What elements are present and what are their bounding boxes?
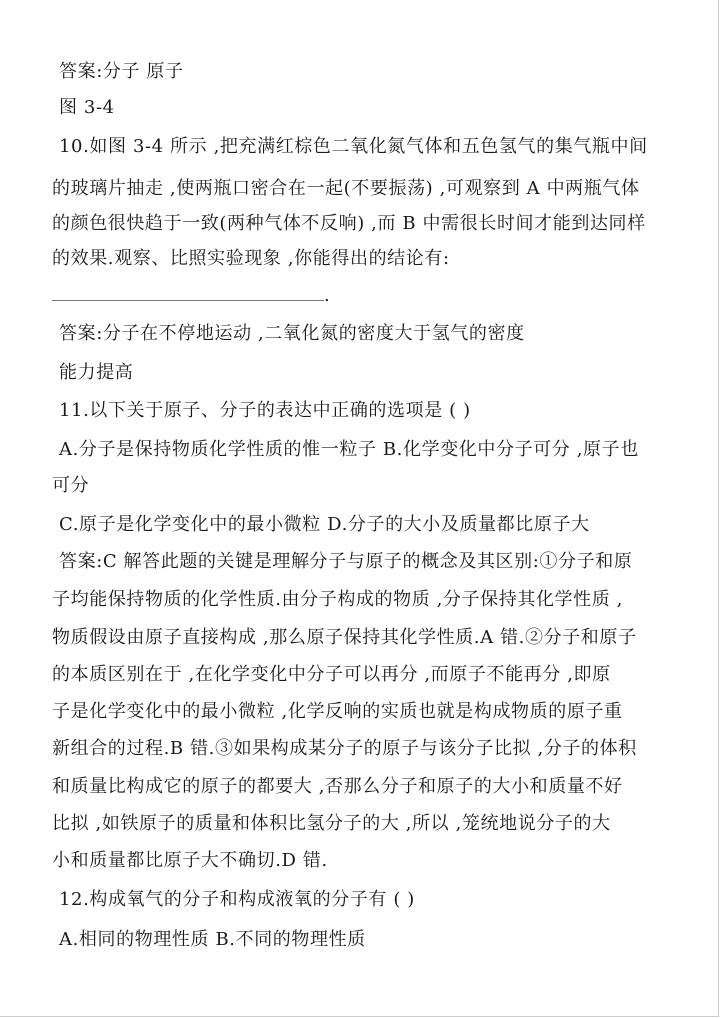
question-10-line-1: 10.如图 3-4 所示 ,把充满红棕色二氧化氮气体和五色氢气的集气瓶中间 xyxy=(59,136,648,157)
answer-line: 答案:分子在不停地运动 ,二氧化氮的密度大于氢气的密度 xyxy=(59,323,525,344)
answer-explanation-line-7: 和质量比构成它的原子的都要大 ,否那么分子和原子的大小和质量不好 xyxy=(52,776,623,797)
question-10-line-4: 的效果.观察、比照实验现象 ,你能得出的结论有: xyxy=(52,248,450,269)
answer-explanation-line-4: 的本质区别在于 ,在化学变化中分子可以再分 ,而原子不能再分 ,即原 xyxy=(52,664,611,685)
answer-blank-period: . xyxy=(324,285,330,306)
answer-explanation-line-3: 物质假设由原子直接构成 ,那么原子保持其化学性质.A 错.②分子和原子 xyxy=(52,627,637,648)
answer-explanation-line-6: 新组合的过程.B 错.③如果构成某分子的原子与该分子比拟 ,分子的体积 xyxy=(52,738,637,759)
answer-line: 答案:分子 原子 xyxy=(59,61,184,82)
question-12-options: A.相同的物理性质 B.不同的物理性质 xyxy=(59,929,366,950)
answer-explanation-line-9: 小和质量都比原子大不确切.D 错. xyxy=(52,850,328,871)
question-12: 12.构成氧气的分子和构成液氧的分子有 ( ) xyxy=(59,889,415,910)
question-10-line-2: 的玻璃片抽走 ,使两瓶口密合在一起(不要振荡) ,可观察到 A 中两瓶气体 xyxy=(52,178,640,199)
answer-explanation-line-2: 子均能保持物质的化学性质.由分子构成的物质 ,分子保持其化学性质 , xyxy=(52,589,624,610)
question-11-options-ab-cont: 可分 xyxy=(52,475,90,496)
answer-blank xyxy=(52,300,324,301)
question-11-options-cd: C.原子是化学变化中的最小微粒 D.分子的大小及质量都比原子大 xyxy=(59,514,590,535)
answer-explanation-line-5: 子是化学变化中的最小微粒 ,化学反响的实质也就是构成物质的原子重 xyxy=(52,701,623,722)
question-11-options-ab: A.分子是保持物质化学性质的惟一粒子 B.化学变化中分子可分 ,原子也 xyxy=(59,439,639,460)
figure-caption: 图 3-4 xyxy=(59,97,115,118)
question-10-line-3: 的颜色很快趋于一致(两种气体不反响) ,而 B 中需很长时间才能到达同样 xyxy=(52,213,646,234)
question-11: 11.以下关于原子、分子的表达中正确的选项是 ( ) xyxy=(59,400,471,421)
section-heading: 能力提高 xyxy=(59,362,134,383)
answer-explanation-line-1: 答案:C 解答此题的关键是理解分子与原子的概念及其区别:①分子和原 xyxy=(59,551,633,572)
answer-explanation-line-8: 比拟 ,如铁原子的质量和体积比氢分子的大 ,所以 ,笼统地说分子的大 xyxy=(52,813,611,834)
